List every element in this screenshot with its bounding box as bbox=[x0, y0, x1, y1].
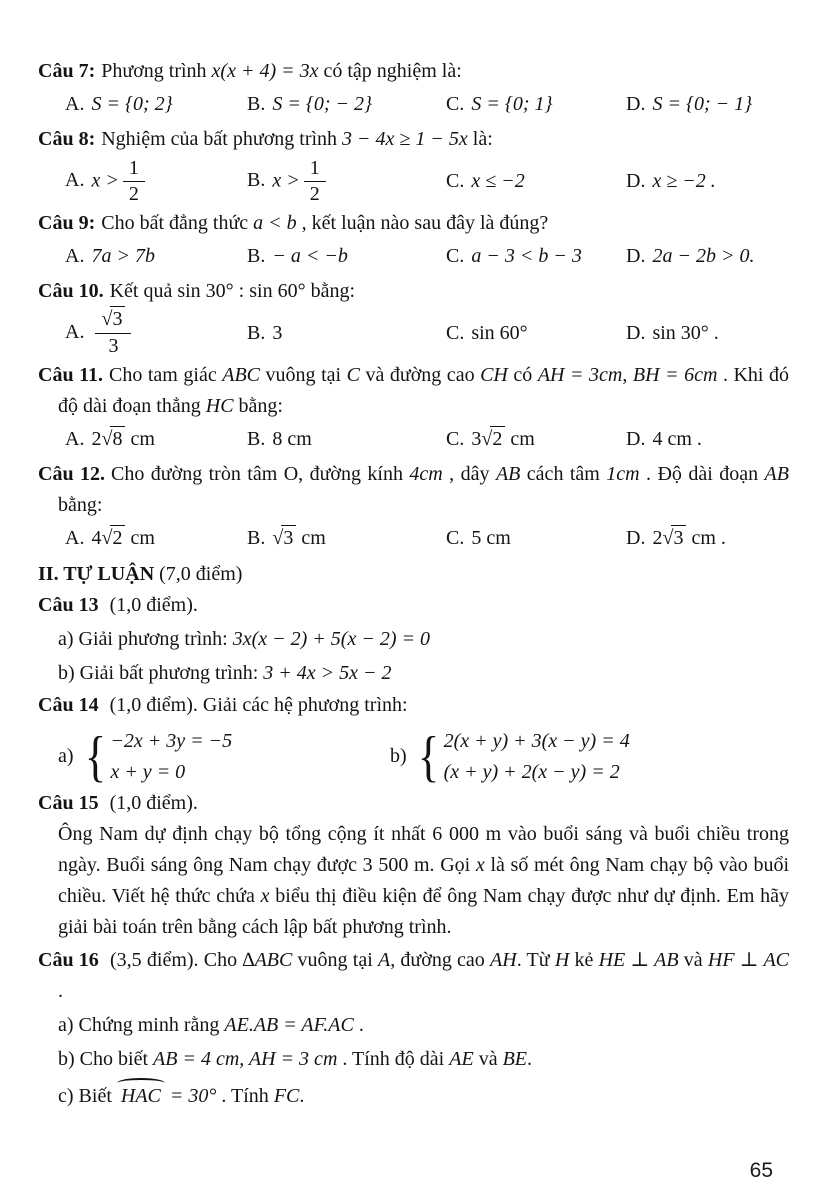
question-13-item-b bbox=[58, 658, 789, 689]
option-c bbox=[446, 166, 626, 197]
option-value: sin 60° bbox=[471, 321, 528, 344]
question-11-options bbox=[65, 424, 789, 455]
item-text: và bbox=[473, 1048, 503, 1071]
item-text: . Tính độ dài bbox=[337, 1048, 450, 1071]
option-letter: D. bbox=[626, 427, 646, 450]
radical-sign: √ bbox=[101, 308, 113, 331]
option-coef: 2 bbox=[91, 427, 102, 450]
option-b bbox=[247, 89, 446, 120]
item-text: Chứng minh rằng bbox=[73, 1013, 225, 1036]
brace-symbol: { bbox=[417, 725, 439, 788]
question-8-options bbox=[65, 157, 789, 207]
fraction bbox=[123, 157, 145, 207]
equation-2: (x + y) + 2(x − y) = 2 bbox=[443, 761, 620, 784]
square-root bbox=[272, 527, 296, 549]
stem-text: . Khi đó độ dài đoạn thẳng bbox=[58, 363, 790, 417]
option-unit: cm bbox=[505, 427, 535, 450]
question-15 bbox=[38, 788, 789, 944]
option-b bbox=[247, 318, 446, 349]
stem-math: ABC bbox=[222, 363, 261, 386]
equations bbox=[110, 729, 232, 784]
item-label: c) bbox=[58, 1085, 74, 1108]
question-label: Câu 11. bbox=[38, 363, 103, 386]
option-b bbox=[247, 424, 446, 455]
option-b bbox=[247, 157, 446, 207]
question-label: Câu 13 bbox=[38, 593, 99, 616]
stem-text: Kết quả bbox=[109, 280, 178, 303]
option-value: S = {0; − 2} bbox=[272, 93, 372, 116]
fraction bbox=[95, 308, 131, 358]
option-letter: A. bbox=[65, 93, 85, 116]
radicand: 2 bbox=[110, 525, 125, 549]
radical-sign: √ bbox=[101, 427, 113, 450]
section-points: (7,0 điểm) bbox=[154, 562, 243, 585]
radical-sign: √ bbox=[662, 527, 674, 550]
option-value: 5 cm bbox=[471, 527, 511, 550]
question-label: Câu 12. bbox=[38, 463, 105, 486]
option-c bbox=[446, 89, 626, 120]
option-value: a − 3 < b − 3 bbox=[471, 244, 582, 267]
item-math: AE bbox=[449, 1048, 474, 1071]
question-10-options bbox=[65, 308, 789, 358]
item-math: 3x(x − 2) + 5(x − 2) = 0 bbox=[232, 628, 430, 650]
question-label: Câu 7: bbox=[38, 60, 96, 82]
question-points: (1,0 điểm). bbox=[104, 593, 198, 616]
stem-text: có tập nghiệm là: bbox=[318, 60, 462, 82]
question-13-item-a bbox=[58, 624, 789, 655]
option-value: − a < −b bbox=[272, 244, 348, 267]
stem-text: và bbox=[678, 948, 708, 971]
stem-math: HE ⊥ AB bbox=[598, 948, 679, 971]
option-letter: D. bbox=[626, 93, 646, 116]
stem-text: Cho tam giác bbox=[109, 363, 223, 386]
stem-text: , bbox=[622, 363, 633, 386]
option-value: x > bbox=[91, 169, 119, 192]
question-7-options bbox=[65, 89, 789, 120]
stem-text: bằng: bbox=[233, 394, 283, 417]
body-math: x bbox=[260, 885, 270, 908]
option-letter: A. bbox=[65, 244, 85, 267]
stem-text: vuông tại bbox=[260, 363, 347, 386]
option-value: S = {0; 2} bbox=[91, 93, 173, 116]
item-text: Giải bất phương trình: bbox=[74, 662, 264, 685]
option-value: sin 30° . bbox=[652, 321, 719, 344]
item-math: AB = 4 cm, AH = 3 cm bbox=[153, 1048, 338, 1071]
item-text: Cho biết bbox=[74, 1048, 154, 1071]
stem-text: là: bbox=[467, 128, 493, 151]
square-root bbox=[662, 527, 686, 549]
stem-text: Phương trình bbox=[101, 60, 212, 82]
stem-text: bằng: bbox=[58, 494, 103, 517]
fraction-numerator: 1 bbox=[123, 157, 145, 183]
stem-text: Nghiệm của bất phương trình bbox=[101, 128, 343, 151]
question-13 bbox=[38, 590, 789, 690]
section-2-heading bbox=[38, 559, 789, 590]
item-math: AE.AB = AF.AC bbox=[224, 1013, 354, 1036]
question-points: (1,0 điểm). bbox=[104, 791, 198, 814]
item-text: . Tính bbox=[216, 1085, 274, 1108]
item-math: 3 + 4x > 5x − 2 bbox=[263, 662, 392, 685]
question-9 bbox=[38, 208, 789, 272]
radical-sign: √ bbox=[101, 527, 113, 550]
option-coef: 4 bbox=[91, 527, 102, 550]
stem-text: , kết luận nào sau đây là đúng? bbox=[296, 211, 549, 234]
stem-text: cách tâm bbox=[520, 463, 607, 486]
question-intro: Giải các hệ phương trình: bbox=[197, 694, 408, 717]
option-letter: C. bbox=[446, 170, 465, 193]
question-7 bbox=[38, 56, 789, 120]
option-value: x ≤ −2 bbox=[471, 170, 525, 193]
radicand: 3 bbox=[281, 525, 296, 549]
option-letter: A. bbox=[65, 527, 85, 550]
question-14-heading bbox=[38, 690, 789, 721]
option-letter: A. bbox=[65, 427, 85, 450]
option-value: S = {0; 1} bbox=[471, 93, 553, 116]
option-a bbox=[65, 424, 247, 455]
radicand: 2 bbox=[490, 426, 505, 450]
stem-text: . Từ bbox=[516, 948, 555, 971]
option-b bbox=[247, 241, 446, 272]
question-11-stem bbox=[38, 360, 789, 422]
fraction-denominator: 2 bbox=[309, 183, 320, 206]
option-d bbox=[626, 166, 789, 197]
option-d bbox=[626, 318, 789, 349]
stem-math: AB bbox=[495, 463, 521, 486]
item-label: b) bbox=[58, 1048, 75, 1071]
option-c bbox=[446, 523, 626, 554]
stem-math: AH = 3cm bbox=[537, 363, 623, 386]
stem-math: HC bbox=[205, 394, 234, 417]
equation-1: −2x + 3y = −5 bbox=[110, 730, 233, 753]
stem-math: 4cm bbox=[409, 463, 443, 486]
fraction-numerator bbox=[95, 308, 131, 334]
radicand: 3 bbox=[110, 306, 125, 330]
question-8 bbox=[38, 124, 789, 206]
fraction bbox=[304, 157, 326, 207]
stem-math: sin 30° : sin 60° bbox=[177, 280, 306, 303]
stem-math: 1cm bbox=[606, 463, 640, 486]
option-letter: C. bbox=[446, 527, 465, 550]
question-7-stem bbox=[38, 56, 789, 87]
fraction-denominator: 3 bbox=[108, 334, 119, 357]
option-letter: D. bbox=[626, 321, 646, 344]
question-label: Câu 10. bbox=[38, 280, 104, 303]
question-16-item-b bbox=[58, 1044, 789, 1075]
item-label: b) bbox=[390, 744, 407, 767]
question-12 bbox=[38, 459, 789, 555]
item-label: a) bbox=[58, 1013, 74, 1036]
question-points: (1,0 điểm). bbox=[104, 694, 198, 717]
option-letter: B. bbox=[247, 321, 266, 344]
stem-math: x(x + 4) = 3x bbox=[211, 60, 319, 82]
stem-text: Cho đường tròn tâm O, đường kính bbox=[111, 463, 410, 486]
section-title: II. TỰ LUẬN bbox=[38, 562, 155, 585]
option-a bbox=[65, 241, 247, 272]
option-letter: D. bbox=[626, 527, 646, 550]
fraction-denominator: 2 bbox=[128, 183, 139, 206]
system-b bbox=[390, 725, 630, 788]
item-label: a) bbox=[58, 744, 74, 767]
angle-arc-math: HAC bbox=[117, 1078, 165, 1112]
question-label: Câu 8: bbox=[38, 128, 96, 151]
stem-math: BH = 6cm bbox=[632, 363, 718, 386]
option-letter: D. bbox=[626, 170, 646, 193]
option-coef: 3 bbox=[471, 427, 482, 450]
option-letter: A. bbox=[65, 169, 85, 192]
item-math: FC bbox=[273, 1085, 300, 1108]
option-coef: 2 bbox=[652, 527, 663, 550]
question-11 bbox=[38, 360, 789, 456]
option-b bbox=[247, 523, 446, 554]
question-8-stem bbox=[38, 124, 789, 155]
option-d bbox=[626, 523, 789, 554]
stem-math: AH bbox=[490, 948, 517, 971]
option-a bbox=[65, 308, 247, 358]
stem-text: Cho bất đẳng thức bbox=[101, 211, 254, 234]
radical-sign: √ bbox=[272, 527, 284, 550]
radicand: 8 bbox=[110, 426, 125, 450]
stem-math: H bbox=[554, 948, 570, 971]
radicand: 3 bbox=[671, 525, 686, 549]
body-math: x bbox=[475, 853, 485, 876]
stem-math: 3 − 4x ≥ 1 − 5x bbox=[342, 128, 468, 151]
square-root bbox=[101, 428, 125, 450]
equation-system bbox=[82, 725, 233, 788]
question-14 bbox=[38, 690, 789, 788]
question-16 bbox=[38, 945, 789, 1113]
option-letter: B. bbox=[247, 527, 266, 550]
stem-math: ∆ABC bbox=[242, 948, 293, 971]
option-unit: cm . bbox=[686, 527, 726, 550]
option-letter: D. bbox=[626, 244, 646, 267]
option-d bbox=[626, 241, 789, 272]
option-letter: C. bbox=[446, 93, 465, 116]
option-letter: B. bbox=[247, 427, 266, 450]
equation-system bbox=[415, 725, 630, 788]
option-value: 3 bbox=[272, 321, 283, 344]
question-15-heading bbox=[38, 788, 789, 819]
equation-1: 2(x + y) + 3(x − y) = 4 bbox=[443, 730, 630, 753]
option-unit: cm bbox=[125, 427, 155, 450]
question-15-body bbox=[58, 819, 789, 944]
item-math: = 30° bbox=[164, 1085, 217, 1108]
option-letter: B. bbox=[247, 93, 266, 116]
option-c bbox=[446, 318, 626, 349]
stem-text: và đường cao bbox=[359, 363, 481, 386]
option-letter: C. bbox=[446, 244, 465, 267]
radical-sign: √ bbox=[481, 427, 493, 450]
stem-math: CH bbox=[480, 363, 508, 386]
stem-math: a < b bbox=[253, 211, 297, 234]
system-a bbox=[58, 725, 390, 788]
item-text: Biết bbox=[73, 1085, 117, 1108]
stem-text: , dây bbox=[442, 463, 496, 486]
item-text: . bbox=[527, 1048, 533, 1071]
question-13-heading bbox=[38, 590, 789, 621]
square-root bbox=[481, 428, 505, 450]
question-16-item-a bbox=[58, 1010, 789, 1041]
option-value: 7a > 7b bbox=[91, 244, 155, 267]
option-a bbox=[65, 157, 247, 207]
option-letter: C. bbox=[446, 321, 465, 344]
stem-text: . Độ dài đoạn bbox=[639, 463, 765, 486]
option-unit: cm bbox=[296, 527, 326, 550]
question-label: Câu 16 bbox=[38, 948, 99, 971]
stem-math: A bbox=[377, 948, 391, 971]
fraction-numerator: 1 bbox=[304, 157, 326, 183]
body-text: biểu thị điều kiện để ông Nam chạy được như dự định. Em hãy giải bài toán trên bằng cách lập bất phương trình. bbox=[58, 885, 789, 939]
body-text: là số mét ông Nam chạy bộ vào buổi chiều. Viết hệ thức chứa bbox=[58, 853, 789, 908]
stem-text: . bbox=[58, 979, 63, 1002]
option-value: 2a − 2b > 0. bbox=[652, 244, 755, 267]
stem-text: , đường cao bbox=[390, 948, 491, 971]
equation-2: x + y = 0 bbox=[110, 761, 186, 784]
item-text: . bbox=[299, 1085, 305, 1108]
option-c bbox=[446, 424, 626, 455]
question-10-stem bbox=[38, 276, 789, 307]
item-label: a) bbox=[58, 628, 74, 650]
option-value: 8 cm bbox=[272, 427, 312, 450]
option-value: S = {0; − 1} bbox=[652, 93, 753, 116]
page-number: 65 bbox=[749, 1159, 773, 1183]
item-label: b) bbox=[58, 662, 75, 685]
stem-math: HF ⊥ AC bbox=[707, 948, 790, 971]
question-9-stem bbox=[38, 208, 789, 239]
option-a bbox=[65, 89, 247, 120]
item-text: Giải phương trình: bbox=[73, 628, 233, 650]
question-label: Câu 9: bbox=[38, 211, 96, 234]
option-letter: C. bbox=[446, 427, 465, 450]
question-16-heading bbox=[38, 945, 789, 1007]
option-letter: A. bbox=[65, 321, 85, 343]
option-d bbox=[626, 424, 789, 455]
stem-text: vuông tại bbox=[292, 948, 378, 971]
brace-symbol: { bbox=[84, 725, 106, 788]
stem-text: có bbox=[507, 363, 538, 386]
question-label: Câu 14 bbox=[38, 694, 99, 717]
option-a bbox=[65, 523, 247, 554]
equations bbox=[444, 729, 630, 784]
question-points: (3,5 điểm). bbox=[104, 948, 199, 971]
item-math: BE bbox=[502, 1048, 528, 1071]
body-text: Ông Nam dự định chạy bộ tổng cộng ít nhất 6 000 m vào buổi sáng và buổi chiều trong ngày. Buổi sáng ông Nam chạy được 3 500 m. Gọi bbox=[58, 822, 789, 876]
stem-math: AB bbox=[764, 463, 789, 486]
option-value: x > bbox=[272, 169, 300, 192]
option-c bbox=[446, 241, 626, 272]
question-14-systems bbox=[38, 725, 789, 788]
option-letter: B. bbox=[247, 244, 266, 267]
question-12-options bbox=[65, 523, 789, 554]
square-root bbox=[101, 527, 125, 549]
stem-text: kẻ bbox=[569, 948, 599, 971]
question-9-options bbox=[65, 241, 789, 272]
stem-text: Cho bbox=[198, 948, 243, 971]
option-value: x ≥ −2 . bbox=[652, 170, 716, 193]
option-value: 4 cm . bbox=[652, 427, 702, 450]
stem-math: C bbox=[346, 363, 360, 386]
square-root bbox=[101, 308, 125, 330]
option-letter: B. bbox=[247, 169, 266, 192]
question-12-stem bbox=[38, 459, 789, 521]
question-10 bbox=[38, 276, 789, 358]
question-label: Câu 15 bbox=[38, 791, 99, 814]
option-unit: cm bbox=[125, 527, 155, 550]
stem-text: bằng: bbox=[305, 280, 356, 303]
item-text: . bbox=[353, 1013, 364, 1036]
option-d bbox=[626, 89, 789, 120]
question-16-item-c bbox=[58, 1078, 789, 1112]
